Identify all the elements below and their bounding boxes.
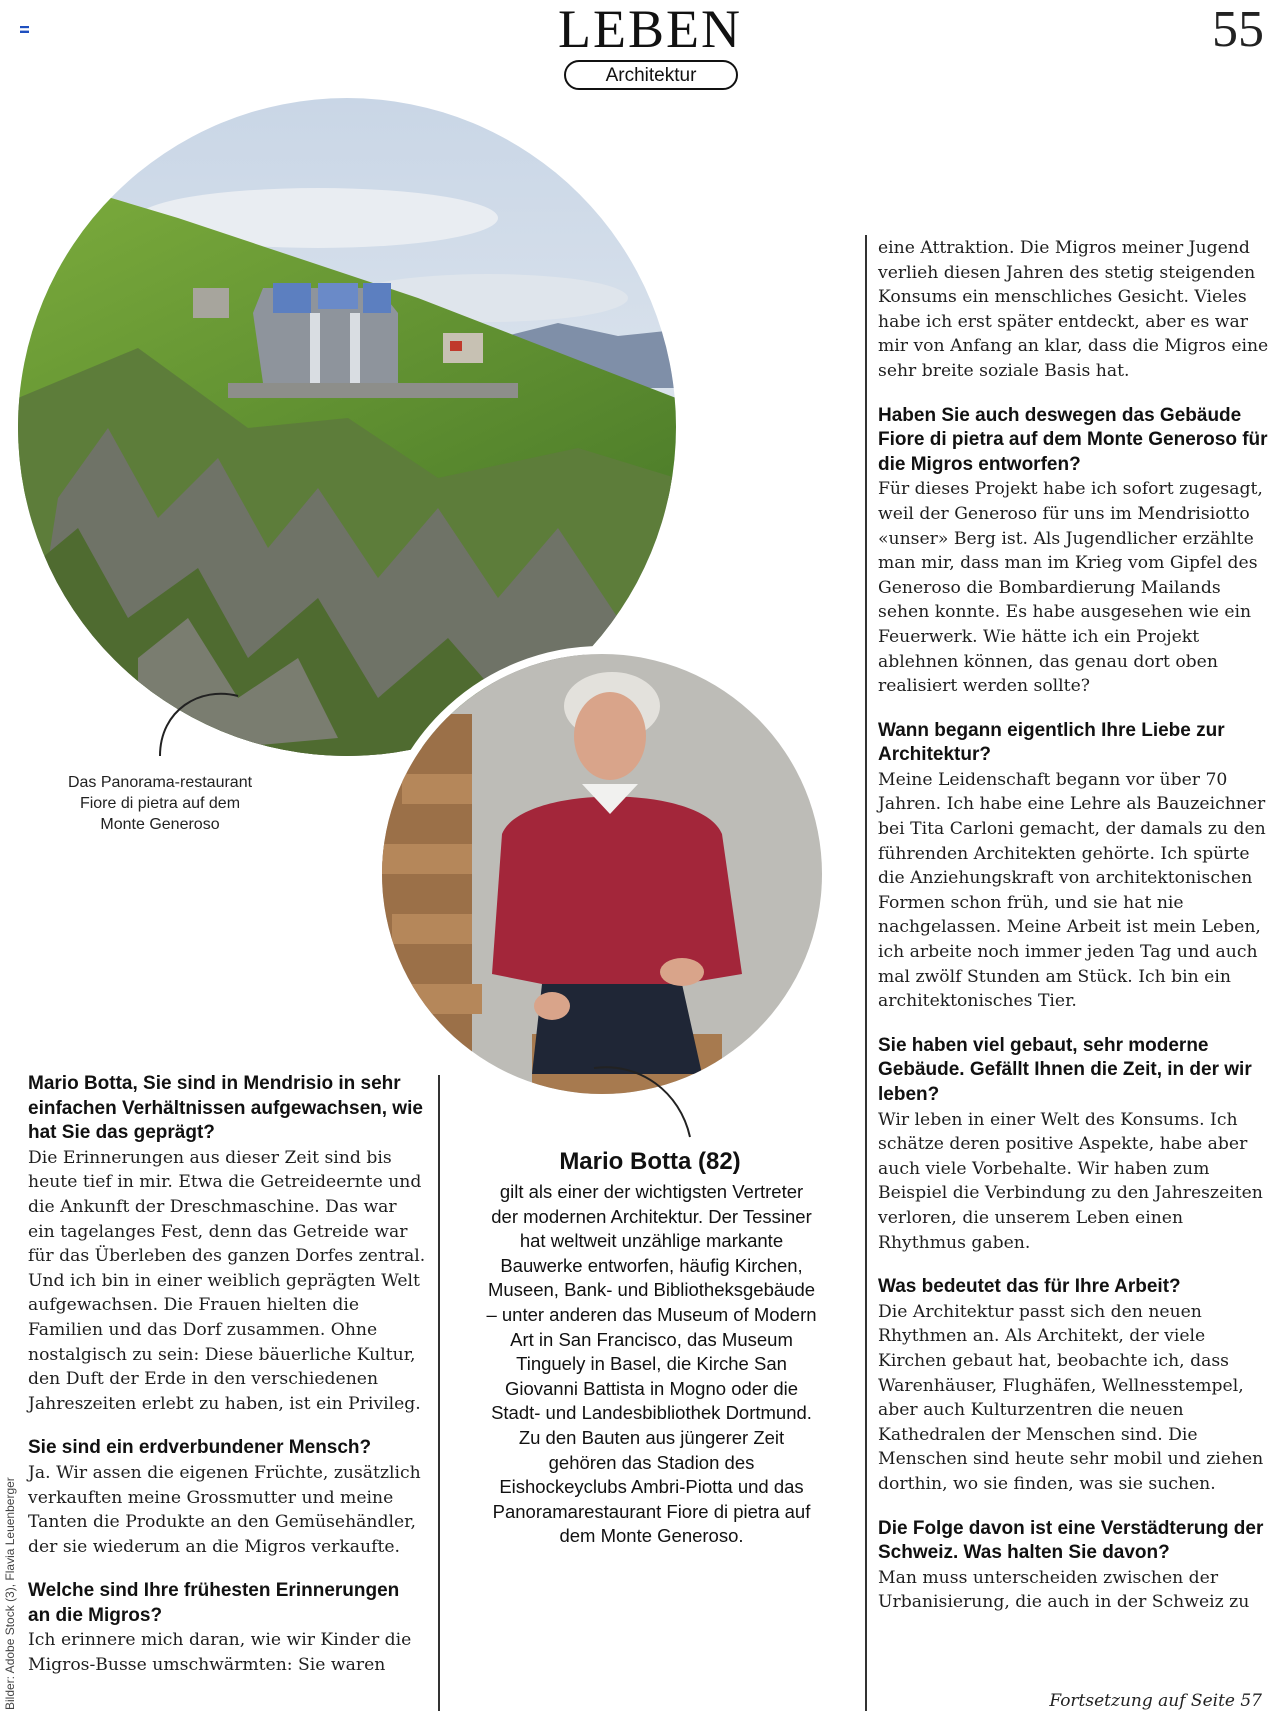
interview-question: Wann begann eigentlich Ihre Liebe zur Architektur? — [878, 719, 1225, 766]
interview-question: Welche sind Ihre frühesten Erinnerungen an die Migros? — [28, 1580, 400, 1626]
bio-pointer-line — [590, 1062, 700, 1142]
interview-answer: Wir leben in einer Welt des Konsums. Ich schätze deren positive Aspekte, habe aber auch viele Vorbehalte. Wir haben zum Beispiel die Verbindung zu den Jahreszeiten verloren, die unserem Leben einen Rhythmus gaben. — [878, 1109, 1263, 1253]
interview-question: Sie sind ein erdverbundener Mensch? — [28, 1437, 372, 1459]
caption-restaurant: Das Panorama-restaurant Fiore di pietra auf dem Monte Generoso — [67, 774, 253, 833]
interview-answer: Ich erinnere mich daran, wie wir Kinder die Migros-Busse umschwärmten: Sie waren — [28, 1630, 412, 1676]
interview-answer: Meine Leidenschaft begann vor über 70 Jahren. Ich habe eine Lehre als Bauzeichner bei Tita Carloni gemacht, der damals zu den führenden Architekten gehörte. Ich spürte die Anziehungskraft von architektonischen Formen schon früh, und sie hat nie nachgelassen. Meine Arbeit ist mein Leben, ich arbeite noch immer jeden Tag und auch mal zwölf Stunden am Stück. Ich bin ein architektonisches Tier. — [878, 769, 1266, 1012]
flag-icon — [20, 18, 29, 25]
bio-name: Mario Botta (82) — [559, 1148, 741, 1175]
page-number: 55 — [1212, 1, 1264, 58]
column-divider — [438, 1075, 440, 1711]
section-title: LEBEN — [558, 0, 742, 59]
interview-column-right — [878, 236, 1272, 1635]
subsection-label: Architektur — [564, 60, 738, 90]
interview-column-left — [28, 1072, 426, 1698]
bio-text: gilt als einer der wichtigsten Vertreter der modernen Architektur. Der Tessiner hat weltweit unzählige markante Bauwerke entworfen, häufig Kirchen, Museen, Bank- und Bibliotheksgebäude – unter anderen das Museum of Modern Art in San Francisco, das Museum Tinguely in Basel, die Kirche San Giovanni Battista in Mogno oder die Stadt- und Landesbibliothek Dortmund. Zu den Bauten aus jüngerer Zeit gehören das Stadion des Eishockeyclubs Ambri-Piotta und das Panoramarestaurant Fiore di pietra auf dem Monte Generoso. — [486, 1181, 817, 1547]
interview-answer: Man muss unterscheiden zwischen der Urbanisierung, die auch in der Schweiz zu — [878, 1567, 1250, 1613]
continuation-note: Fortsetzung auf Seite 57 — [1049, 1691, 1262, 1711]
caption-pointer-line — [140, 690, 240, 760]
interview-question: Die Folge davon ist eine Verstädterung der Schweiz. Was halten Sie davon? — [878, 1517, 1264, 1564]
photo-credit-text: Bilder: Adobe Stock (3), Flavia Leuenberger — [3, 1477, 17, 1710]
column-divider — [865, 235, 867, 1711]
interview-answer: eine Attraktion. Die Migros meiner Jugend verlieh diesen Jahren des stetig steigenden Konsums ein menschliches Gesicht. Vieles habe ich erst später entdeckt, aber es war mir von Anfang an klar, dass die Migros eine sehr breite soziale Basis hat. — [878, 238, 1269, 381]
interview-question: Haben Sie auch deswegen das Gebäude Fiore di pietra auf dem Monte Generoso für die Migros entworfen? — [878, 404, 1268, 475]
interview-answer: Für dieses Projekt habe ich sofort zugesagt, weil der Generoso für uns im Mendrisiotto «unser» Berg ist. Als Jugendlicher erzählte man mir, dass man im Krieg vom Gipfel des Generoso die Bombardierung Mailands sehen konnte. Es habe ausgesehen wie ein Feuerwerk. Wie hätte ich ein Projekt ablehnen können, das genau dort oben realisiert werden sollte? — [878, 479, 1263, 697]
interview-question: Was bedeutet das für Ihre Arbeit? — [878, 1276, 1181, 1298]
interview-question: Mario Botta, Sie sind in Mendrisio in sehr einfachen Verhältnissen aufgewachsen, wie hat Sie das geprägt? — [28, 1073, 423, 1144]
interview-answer: Die Erinnerungen aus dieser Zeit sind bis heute tief in mir. Etwa die Getreideernte und die Ankunft der Dreschmaschine. Das war ein tagelanges Fest, denn das Getreide war für das Überleben des ganzen Dorfes zentral. Und ich bin in einer weiblich geprägten Welt aufgewachsen. Die Frauen hielten die Familien und das Dorf zusammen. Ohne nostalgisch zu sein: Diese bäuerliche Kultur, den Duft der Erde in den verschiedenen Jahreszeiten erlebt zu haben, ist ein Privileg. — [28, 1147, 426, 1414]
interview-question: Sie haben viel gebaut, sehr moderne Gebäude. Gefällt Ihnen die Zeit, in der wir leben? — [878, 1034, 1252, 1105]
photo-mario-botta-portrait — [374, 646, 830, 1102]
interview-answer: Ja. Wir assen die eigenen Früchte, zusätzlich verkauften meine Grossmutter und meine Tanten die Produkte an den Gemüsehändler, der sie wiederum an die Migros verkaufte. — [28, 1462, 421, 1557]
photo-credit — [0, 1455, 18, 1710]
interview-answer: Die Architektur passt sich den neuen Rhythmen an. Als Architekt, der viele Kirchen gebaut hat, beobachte ich, dass Warenhäuser, Flughäfen, Wellnesstempel, aber auch Kulturzentren die neuen Kathedralen der Menschen sind. Die Menschen sind heute sehr mobil und ziehen dorthin, wo sie finden, was sie suchen. — [878, 1301, 1264, 1494]
